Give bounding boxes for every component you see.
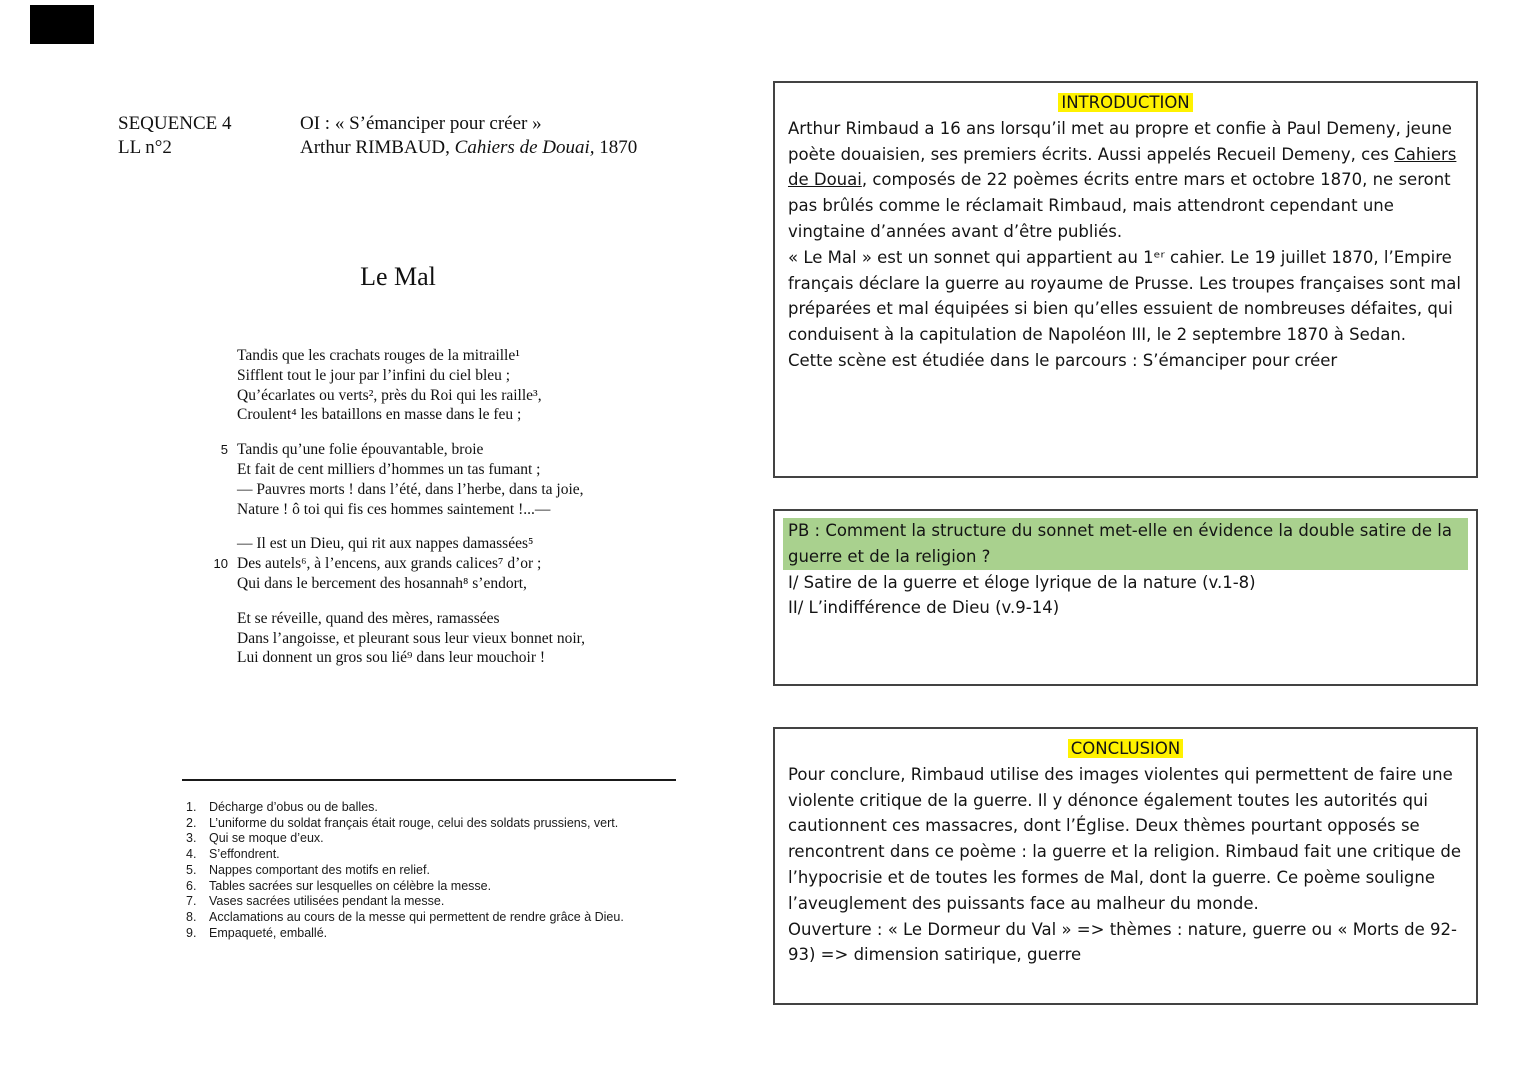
author-name: Arthur RIMBAUD, bbox=[300, 136, 455, 158]
objective-label: OI : « S’émanciper pour créer » bbox=[300, 113, 542, 134]
footnote-item bbox=[186, 800, 624, 816]
poem-line bbox=[200, 629, 585, 649]
footnote-item bbox=[186, 926, 624, 942]
introduction-title: INTRODUCTION bbox=[1058, 93, 1192, 112]
work-year: 1870 bbox=[594, 136, 638, 158]
outline-part-1: I/ Satire de la guerre et éloge lyrique de la nature (v.1-8) bbox=[788, 572, 1256, 592]
verse-text: — Il est un Dieu, qui rit aux nappes damassées⁵ bbox=[237, 535, 534, 553]
verse-number: 5 bbox=[220, 442, 228, 458]
verse-text: Dans l’angoisse, et pleurant sous leur vieux bonnet noir, bbox=[237, 629, 586, 647]
poem-line bbox=[200, 405, 585, 425]
poem-stanza bbox=[200, 609, 585, 668]
poem-title: Le Mal bbox=[360, 262, 436, 291]
poem-line bbox=[200, 534, 585, 554]
footnotes-list bbox=[186, 800, 624, 941]
verse-text: — Pauvres morts ! dans l’été, dans l’herbe, dans ta joie, bbox=[237, 480, 584, 498]
footnote-number: 5. bbox=[186, 862, 197, 877]
problematique-text: PB : Comment la structure du sonnet met-elle en évidence la double satire de la guerre et de la religion ? bbox=[783, 518, 1468, 570]
introduction-paragraph-1 bbox=[788, 116, 1463, 245]
verse-number bbox=[200, 346, 237, 366]
work-reference bbox=[300, 136, 720, 160]
verse-number bbox=[200, 534, 237, 554]
poem-line bbox=[200, 346, 585, 366]
verse-number bbox=[200, 480, 237, 500]
footnote-text: S’effondrent. bbox=[209, 847, 280, 862]
footnote-divider bbox=[182, 779, 676, 781]
conclusion-box bbox=[773, 727, 1478, 1005]
footnote-text: Empaqueté, emballé. bbox=[209, 925, 328, 940]
footnote-item bbox=[186, 910, 624, 926]
verse-text: Et se réveille, quand des mères, ramassées bbox=[237, 609, 500, 627]
verse-number bbox=[200, 648, 237, 668]
conclusion-title: CONCLUSION bbox=[1068, 739, 1184, 758]
verse-number bbox=[200, 629, 237, 649]
footnote-number: 4. bbox=[186, 847, 197, 862]
introduction-paragraph-2: « Le Mal » est un sonnet qui appartient au 1ᵉʳ cahier. Le 19 juillet 1870, l’Empire français déclare la guerre au royaume de Prusse. Les troupes françaises sont mal préparées et mal équipées si bien qu’elles essuient de nombreuses défaites, qui conduisent à la capitulation de Napoléon III, le 2 septembre 1870 à Sedan. bbox=[788, 247, 1462, 345]
footnote-number: 1. bbox=[186, 800, 197, 814]
footnote-text: Vases sacrées utilisées pendant la messe. bbox=[209, 894, 445, 909]
verse-text: Nature ! ô toi qui fis ces hommes saintement !...— bbox=[237, 500, 551, 518]
verse-number bbox=[200, 609, 237, 629]
verse-number bbox=[200, 460, 237, 480]
verse-number bbox=[200, 386, 237, 406]
conclusion-paragraph: Pour conclure, Rimbaud utilise des images violentes qui permettent de faire une violente critique de la guerre. Il y dénonce également toutes les autorités qui cautionnent ces massacres, dont l’Église. Deux thèmes pourtant opposés se rencontrent dans ce poème : la guerre et la religion. Rimbaud fait une critique de l’hypocrisie et de toutes les formes de Mal, dont la guerre. Ce poème souligne l’aveuglement des puissants face au malheur du monde. bbox=[788, 764, 1462, 913]
verse-number bbox=[200, 405, 237, 425]
footnote-item bbox=[186, 816, 624, 832]
poem-line bbox=[200, 574, 585, 594]
verse-text: Et fait de cent milliers d’hommes un tas fumant ; bbox=[237, 460, 541, 478]
footnote-item bbox=[186, 847, 624, 863]
work-title: Cahiers de Douai, bbox=[454, 136, 595, 158]
poem-stanza bbox=[200, 534, 585, 593]
footnote-item bbox=[186, 831, 624, 847]
poem-stanza bbox=[200, 346, 585, 425]
poem-text bbox=[200, 346, 585, 683]
poem-line bbox=[200, 366, 585, 386]
underlined-work-title: Cahiers de Douai bbox=[788, 144, 1457, 190]
poem-line bbox=[200, 480, 585, 500]
introduction-box bbox=[773, 81, 1478, 478]
problematique-box bbox=[773, 509, 1478, 686]
header-right-column bbox=[300, 112, 720, 159]
verse-number bbox=[200, 366, 237, 386]
footnote-item bbox=[186, 879, 624, 895]
poem-line bbox=[200, 440, 585, 460]
lecture-lineaire-label: LL n°2 bbox=[118, 136, 172, 158]
footnote-item bbox=[186, 894, 624, 910]
intro-text-before: Arthur Rimbaud a 16 ans lorsqu’il met au propre et confie à Paul Demeny, jeune poète douaisien, ses premiers écrits. Aussi appelés Recueil Demeny, ces bbox=[788, 118, 1452, 164]
verse-number bbox=[200, 500, 237, 520]
footnote-item bbox=[186, 863, 624, 879]
footnote-number: 8. bbox=[186, 909, 197, 924]
footnote-number: 2. bbox=[186, 815, 197, 830]
verse-number bbox=[200, 574, 237, 594]
footnote-text: Acclamations au cours de la messe qui permettent de rendre grâce à Dieu. bbox=[209, 909, 624, 924]
footnote-number: 6. bbox=[186, 878, 197, 893]
footnote-text: Décharge d’obus ou de balles. bbox=[209, 800, 378, 814]
poem-line bbox=[200, 500, 585, 520]
poem-stanza bbox=[200, 440, 585, 519]
verse-number: 10 bbox=[213, 556, 228, 572]
verse-text: Croulent⁴ les bataillons en masse dans le feu ; bbox=[237, 406, 522, 424]
poem-line bbox=[200, 609, 585, 629]
footnote-text: L’uniforme du soldat français était rouge, celui des soldats prussiens, vert. bbox=[209, 815, 619, 830]
verse-text: Des autels⁶, à l’encens, aux grands calices⁷ d’or ; bbox=[237, 555, 542, 573]
footnote-number: 9. bbox=[186, 925, 197, 940]
sequence-label: SEQUENCE 4 bbox=[118, 113, 232, 134]
poem-line bbox=[200, 554, 585, 574]
poem-line bbox=[200, 460, 585, 480]
parcours-note: Cette scène est étudiée dans le parcours : S’émanciper pour créer bbox=[788, 350, 1338, 370]
footnote-number: 3. bbox=[186, 831, 197, 846]
document-header bbox=[118, 112, 720, 159]
poem-line bbox=[200, 648, 585, 668]
verse-text: Tandis que les crachats rouges de la mitraille¹ bbox=[237, 347, 520, 364]
introduction-title-row bbox=[788, 90, 1463, 116]
footnote-number: 7. bbox=[186, 894, 197, 909]
verse-text: Lui donnent un gros sou lié⁹ dans leur mouchoir ! bbox=[237, 649, 546, 667]
verse-text: Tandis qu’une folie épouvantable, broie bbox=[237, 441, 484, 459]
verse-text: Qui dans le bercement des hosannah⁸ s’endort, bbox=[237, 574, 527, 592]
footnote-text: Tables sacrées sur lesquelles on célèbre la messe. bbox=[209, 878, 492, 893]
verse-text: Qu’écarlates ou verts², près du Roi qui les raille³, bbox=[237, 386, 542, 404]
poem-line bbox=[200, 386, 585, 406]
conclusion-title-row bbox=[788, 736, 1463, 762]
intro-text-after: , composés de 22 poèmes écrits entre mars et octobre 1870, ne seront pas brûlés comme le réclamait Rimbaud, mais attendront cependant une vingtaine d’années avant d’être publiés. bbox=[788, 170, 1451, 241]
corner-black-mark bbox=[30, 5, 94, 44]
outline-part-2: II/ L’indifférence de Dieu (v.9-14) bbox=[788, 598, 1060, 618]
footnote-text: Qui se moque d’eux. bbox=[209, 831, 324, 846]
header-left-column bbox=[118, 112, 300, 159]
footnote-text: Nappes comportant des motifs en relief. bbox=[209, 862, 430, 877]
ouverture-note: Ouverture : « Le Dormeur du Val » => thèmes : nature, guerre ou « Morts de 92-93) => dimension satirique, guerre bbox=[788, 919, 1457, 965]
verse-text: Sifflent tout le jour par l’infini du ciel bleu ; bbox=[237, 366, 511, 384]
